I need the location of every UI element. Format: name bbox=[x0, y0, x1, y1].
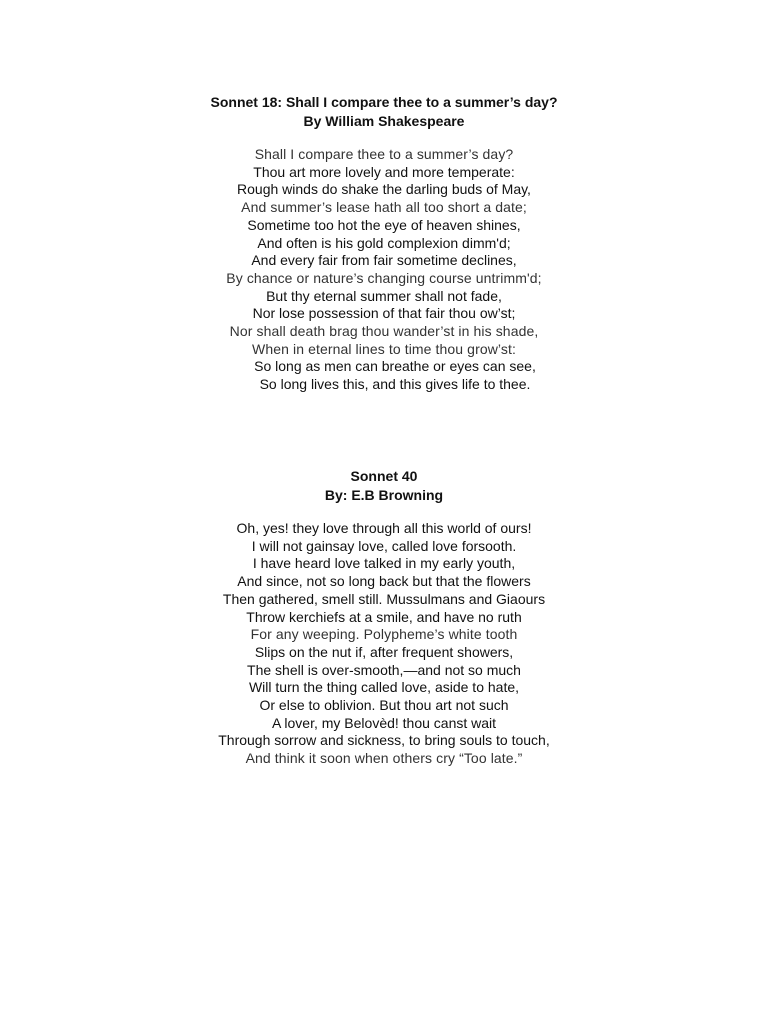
poem-sonnet-18 bbox=[0, 93, 768, 394]
poem-lines bbox=[0, 146, 768, 394]
poem-line: Shall I compare thee to a summer’s day? bbox=[254, 146, 514, 162]
poem-line: A lover, my Belovèd! thou canst wait bbox=[271, 714, 497, 731]
poem-line: Slips on the nut if, after frequent showers, bbox=[254, 643, 514, 660]
poem-line: Through sorrow and sickness, to bring souls to touch, bbox=[218, 732, 550, 749]
poem-lines bbox=[0, 520, 768, 768]
poem-line: And since, not so long back but that the flowers bbox=[237, 573, 531, 590]
poem-line: By chance or nature’s changing course untrimm'd; bbox=[226, 269, 542, 286]
poem-line: The shell is over-smooth,—and not so much bbox=[247, 661, 521, 678]
poem-line: When in eternal lines to time thou grow’st: bbox=[252, 340, 516, 357]
poem-line: But thy eternal summer shall not fade, bbox=[266, 287, 502, 304]
poem-line: I will not gainsay love, called love forsooth. bbox=[251, 537, 517, 554]
poem-line: And often is his gold complexion dimm'd; bbox=[257, 234, 511, 251]
poem-line: And summer’s lease hath all too short a date; bbox=[241, 199, 527, 216]
poem-line: For any weeping. Polypheme’s white tooth bbox=[250, 626, 518, 643]
poem-line: And think it soon when others cry “Too late.” bbox=[245, 750, 523, 767]
poem-line: Thou art more lovely and more temperate: bbox=[253, 163, 515, 180]
poem-line: Throw kerchiefs at a smile, and have no ruth bbox=[246, 608, 522, 625]
poem-line: So long lives this, and this gives life to thee. bbox=[259, 376, 531, 393]
poem-line: Then gathered, smell still. Mussulmans and Giaours bbox=[222, 590, 546, 607]
poem-author: By: E.B Browning bbox=[324, 487, 444, 503]
poem-title: Sonnet 40 bbox=[350, 468, 418, 484]
poem-author: By William Shakespeare bbox=[303, 113, 465, 129]
poem-line: Will turn the thing called love, aside to hate, bbox=[248, 679, 520, 696]
poem-line: I have heard love talked in my early youth, bbox=[252, 555, 516, 572]
poem-line: Or else to oblivion. But thou art not such bbox=[259, 697, 509, 714]
poem-line: So long as men can breathe or eyes can see, bbox=[254, 358, 536, 375]
poem-line: Nor lose possession of that fair thou ow’st; bbox=[252, 305, 516, 322]
poem-line: Rough winds do shake the darling buds of May, bbox=[237, 181, 531, 198]
poem-title: Sonnet 18: Shall I compare thee to a summer’s day? bbox=[210, 94, 558, 110]
poem-line: Nor shall death brag thou wander’st in his shade, bbox=[229, 323, 539, 340]
poem-line: And every fair from fair sometime declines, bbox=[251, 252, 517, 269]
poem-line: Oh, yes! they love through all this world of ours! bbox=[236, 520, 532, 536]
poem-line: Sometime too hot the eye of heaven shines, bbox=[247, 216, 521, 233]
poem-sonnet-40 bbox=[0, 467, 768, 768]
